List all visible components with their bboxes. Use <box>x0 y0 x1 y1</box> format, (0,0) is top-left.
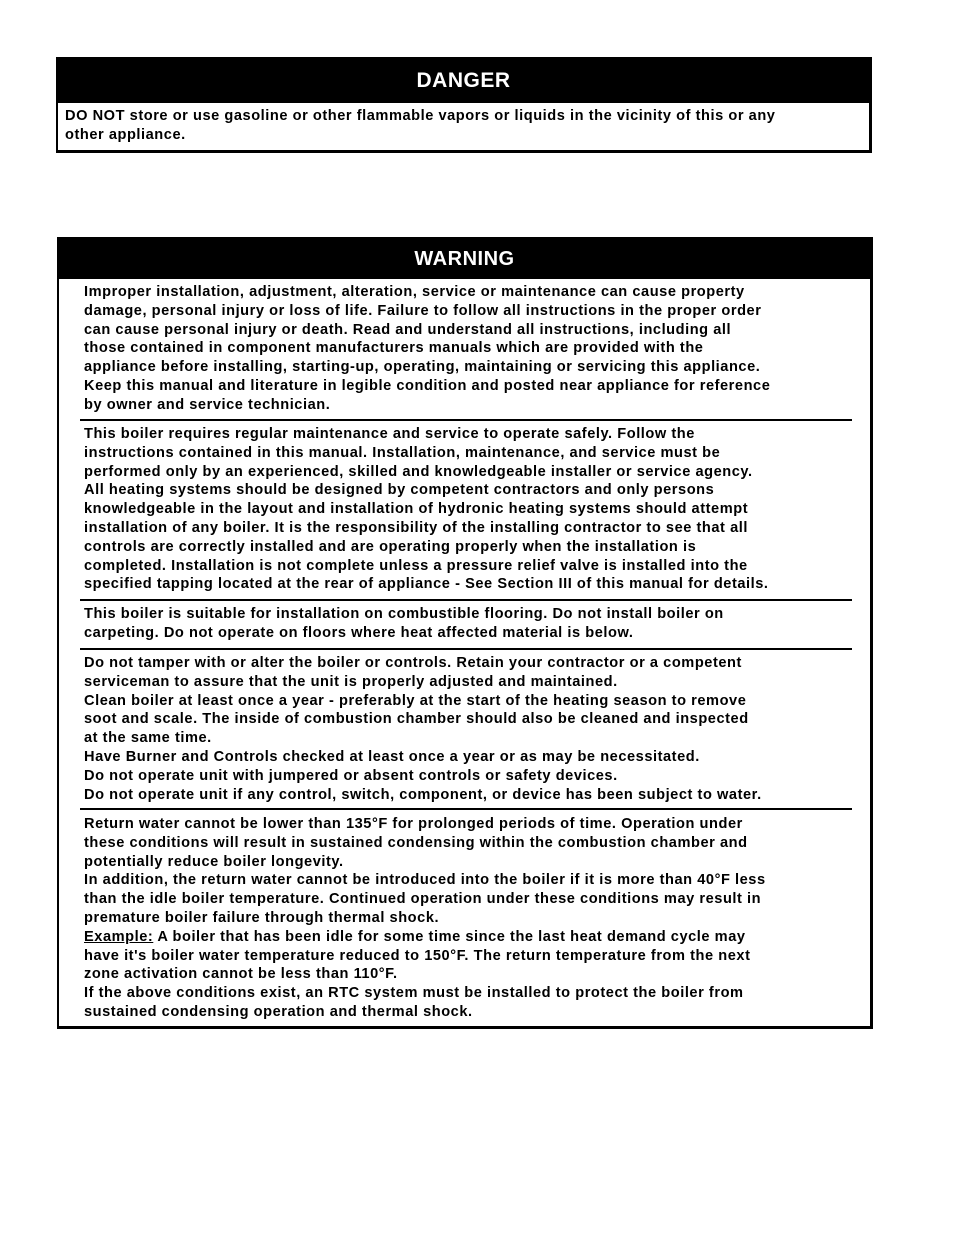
danger-box <box>56 57 872 153</box>
divider <box>80 419 852 421</box>
divider <box>80 808 852 810</box>
warning-paragraph-tampering: Do not tamper with or alter the boiler or controls. Retain your contractor or a competent serviceman to assure that the unit is properly adjusted and maintained. Clean boiler at least once a year - preferably at the start of the heating season to remove soot and scale. The inside of combustion chamber should also be cleaned and inspected at the same time. Have Burner and Controls checked at least once a year or as may be necessitated. Do not operate unit with jumpered or absent controls or safety devices. Do not operate unit if any control, switch, component, or device has been subject to water. <box>84 655 762 803</box>
warning-paragraph-installation: Improper installation, adjustment, alteration, service or maintenance can cause property damage, personal injury or loss of life. Failure to follow all instructions in the proper order can cause personal injury or death. Read and understand all instructions, including all those contained in component manufacturers manuals which are provided with the appliance before installing, starting-up, operating, maintaining or servicing this appliance. Keep this manual and literature in legible condition and posted near appliance for reference by owner and service technician. <box>84 284 771 413</box>
warning-paragraph-flooring: This boiler is suitable for installation on combustible flooring. Do not install boiler on carpeting. Do not operate on floors where heat affected material is below. <box>84 606 724 641</box>
warning-title: WARNING <box>59 239 870 279</box>
return-water-text-2: A boiler that has been idle for some time since the last heat demand cycle may have it's boiler water temperature reduced to 150°F. The return temperature from the next zone activation cannot be less than 110°F. If the above conditions exist, an RTC system must be installed to protect the boiler from sustained condensing operation and thermal shock. <box>84 928 751 1020</box>
example-label: Example: <box>84 928 154 945</box>
return-water-text-1: Return water cannot be lower than 135°F for prolonged periods of time. Operation under these conditions will result in sustained condensing within the combustion chamber and potentially reduce boiler longevity. In addition, the return water cannot be introduced into the boiler if it is more than 40°F less than the idle boiler temperature. Continued operation under these conditions may result in premature boiler failure through thermal shock. <box>84 816 766 926</box>
divider <box>80 599 852 601</box>
warning-paragraph-maintenance: This boiler requires regular maintenance and service to operate safely. Follow the instructions contained in this manual. Installation, maintenance, and service must be performed only by an experienced, skilled and knowledgeable installer or service agency. All heating systems should be designed by competent contractors and only persons knowledgeable in the layout and installation of hydronic heating systems should attempt installation of any boiler. It is the responsibility of the installing contractor to see that all controls are correctly installed and are operating properly when the installation is completed. Installation is not complete unless a pressure relief valve is installed into the specified tapping located at the rear of appliance - See Section III of this manual for details. <box>84 426 769 593</box>
warning-box <box>57 237 873 1029</box>
danger-title: DANGER <box>58 59 869 103</box>
warning-paragraph-return-water <box>80 815 852 1022</box>
divider <box>80 648 852 650</box>
danger-text: DO NOT store or use gasoline or other flammable vapors or liquids in the vicinity of this or any other appliance. <box>65 108 776 143</box>
